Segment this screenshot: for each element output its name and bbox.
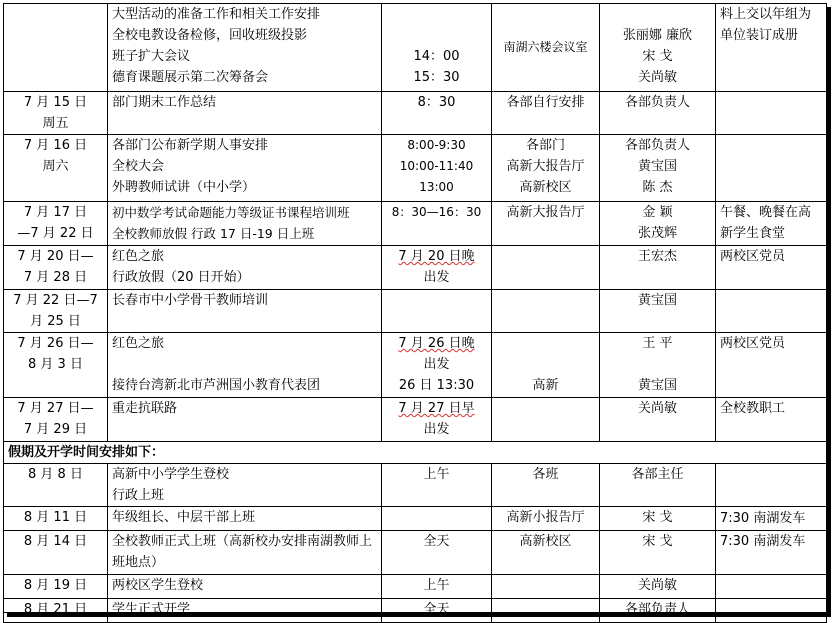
- time-line: 上午: [423, 578, 450, 593]
- place-line: [496, 354, 595, 375]
- item-line: 德育课题展示第二次筹备会: [112, 70, 269, 85]
- person-cell: [600, 333, 716, 398]
- table-row: [4, 135, 827, 202]
- time-cell: [382, 290, 492, 333]
- person-cell: [600, 4, 716, 92]
- time-line: [386, 25, 487, 46]
- time-cell: [382, 575, 492, 599]
- item-line: 接待台湾新北市芦洲国小教育代表团: [112, 378, 321, 393]
- place-cell: [492, 464, 600, 507]
- item-line: 年级组长、中层干部上班: [112, 510, 256, 525]
- time-cell: [382, 246, 492, 290]
- item-cell: [108, 4, 382, 92]
- time-line: 8:00-9:30: [407, 138, 466, 152]
- person-line: 王 平: [642, 336, 673, 351]
- item-line: 各部门公布新学期人事安排: [112, 138, 269, 153]
- item-line: 长春市中小学骨干教师培训: [112, 293, 269, 308]
- person-cell: [600, 398, 716, 442]
- time-line: [386, 4, 487, 25]
- place-line: 高新小报告厅: [506, 510, 585, 525]
- place-cell: [492, 135, 600, 202]
- date-line: 7 月 28 日: [23, 270, 88, 285]
- place-cell: [492, 92, 600, 135]
- date-line: 7 月 20 日—: [17, 249, 94, 264]
- date-line: 7 月 16 日: [23, 138, 88, 153]
- person-line: [604, 354, 711, 375]
- place-cell: [492, 333, 600, 398]
- place-line: 高新: [532, 378, 559, 393]
- person-line: 关尚敏: [637, 70, 677, 85]
- time-line: 8：30—16：30: [391, 205, 482, 219]
- date-cell: [4, 599, 108, 623]
- date-line: 8 月 21 日: [23, 602, 88, 617]
- section-title: 假期及开学时间安排如下：: [4, 442, 827, 464]
- place-cell: [492, 202, 600, 246]
- date-line: 月 25 日: [30, 314, 81, 329]
- person-cell: [600, 531, 716, 575]
- person-line: 黄宝国: [637, 378, 677, 393]
- person-line: 关尚敏: [637, 578, 677, 593]
- note-text: 两校区党员: [720, 249, 786, 264]
- item-line: 行政放假（20 日开始）: [112, 270, 250, 285]
- person-cell: [600, 290, 716, 333]
- person-cell: [600, 575, 716, 599]
- date-line: 8 月 11 日: [23, 510, 88, 525]
- item-line: 全校教师放假 行政 17 日-19 日上班: [112, 226, 315, 241]
- note-cell: [716, 92, 827, 135]
- item-cell: [108, 202, 382, 246]
- time-line: 全天: [423, 534, 450, 549]
- place-line: 各部门: [525, 138, 565, 153]
- item-line: 重走抗联路: [112, 401, 178, 416]
- item-line: 外聘教师试讲（中小学）: [112, 180, 256, 195]
- item-line: 两校区学生登校: [112, 578, 204, 593]
- table-row: [4, 464, 827, 507]
- date-line: 8 月 3 日: [28, 357, 83, 372]
- time-line: 8：30: [417, 95, 456, 110]
- note-cell: [716, 531, 827, 575]
- date-cell: [4, 398, 108, 442]
- place-line: 高新校区: [519, 180, 572, 195]
- time-line: 13:00: [419, 180, 454, 194]
- table-row: [4, 202, 827, 246]
- person-line: 张茂辉: [637, 226, 677, 241]
- item-line: 红色之旅: [112, 336, 165, 351]
- date-cell: [4, 290, 108, 333]
- date-cell: [4, 202, 108, 246]
- place-line: 高新大报告厅: [506, 205, 585, 220]
- note-cell: [716, 290, 827, 333]
- date-cell: [4, 4, 108, 92]
- place-cell: [492, 531, 600, 575]
- item-line: 大型活动的准备工作和相关工作安排: [112, 7, 321, 22]
- place-line: 南湖六楼会议室: [503, 40, 588, 54]
- note-cell: [716, 246, 827, 290]
- place-line: 各班: [532, 467, 559, 482]
- place-cell: [492, 4, 600, 92]
- person-cell: [600, 507, 716, 531]
- time-line: 15：30: [413, 70, 460, 85]
- date-line: 7 月 22 日—7: [13, 293, 98, 308]
- table-row: [4, 507, 827, 531]
- person-line: 黄宝国: [637, 293, 677, 308]
- date-line: 7 月 29 日: [23, 422, 88, 437]
- place-cell: [492, 599, 600, 623]
- note-text: 全校教职工: [720, 401, 786, 416]
- place-line: 各部自行安排: [506, 95, 585, 110]
- item-line: 高新中小学学生登校: [112, 467, 230, 482]
- person-line: 陈 杰: [642, 180, 673, 195]
- person-line: 张丽娜 廉欣: [622, 28, 693, 43]
- person-line: 王宏杰: [637, 249, 677, 264]
- date-line: 7 月 27 日—: [17, 401, 94, 416]
- person-cell: [600, 246, 716, 290]
- table-row: [4, 398, 827, 442]
- date-cell: [4, 464, 108, 507]
- item-line: 红色之旅: [112, 249, 165, 264]
- note-cell: [716, 202, 827, 246]
- date-cell: [4, 135, 108, 202]
- date-line: 7 月 17 日: [23, 205, 88, 220]
- time-cell: [382, 135, 492, 202]
- note-cell: [716, 575, 827, 599]
- table-row: [4, 92, 827, 135]
- person-cell: [600, 464, 716, 507]
- time-cell: [382, 333, 492, 398]
- time-line: 14：00: [413, 49, 460, 64]
- date-line: 7 月 26 日—: [17, 336, 94, 351]
- time-line: 出发: [423, 357, 450, 372]
- place-cell: [492, 246, 600, 290]
- place-cell: [492, 290, 600, 333]
- note-cell: [716, 398, 827, 442]
- place-cell: [492, 507, 600, 531]
- time-cell: [382, 507, 492, 531]
- item-line: [112, 354, 377, 375]
- person-line: 宋 戈: [642, 510, 673, 525]
- table-row: [4, 290, 827, 333]
- person-line: 各部负责人: [624, 602, 690, 617]
- place-cell: [492, 398, 600, 442]
- table-row: [4, 575, 827, 599]
- item-line: 初中数学考试命题能力等级证书课程培训班: [112, 205, 350, 220]
- item-line: 全校电教设备检修，回收班级投影: [112, 28, 308, 43]
- person-line: [604, 4, 711, 25]
- note-cell: [716, 333, 827, 398]
- place-line: [496, 333, 595, 354]
- place-line: 高新校区: [519, 534, 572, 549]
- time-cell: [382, 92, 492, 135]
- item-cell: [108, 398, 382, 442]
- person-cell: [600, 92, 716, 135]
- note-text: 7:30 南湖发车: [720, 534, 806, 549]
- date-line: 7 月 15 日: [23, 95, 88, 110]
- time-cell: [382, 398, 492, 442]
- item-line: 全校教师正式上班（高新校办安排南湖教师上班地点）: [112, 534, 373, 570]
- place-line: 高新大报告厅: [506, 159, 585, 174]
- item-cell: [108, 599, 382, 623]
- date-cell: [4, 575, 108, 599]
- date-line: —7 月 22 日: [17, 226, 94, 241]
- person-line: 黄宝国: [637, 159, 677, 174]
- item-cell: [108, 290, 382, 333]
- item-cell: [108, 464, 382, 507]
- note-text: 午餐、晚餐在高新学生食堂: [720, 205, 812, 241]
- date-cell: [4, 333, 108, 398]
- time-line: 上午: [423, 467, 450, 482]
- time-cell: [382, 599, 492, 623]
- person-line: 金 颖: [642, 205, 673, 220]
- table-row: [4, 599, 827, 623]
- item-line: 班子扩大会议: [112, 49, 191, 64]
- item-cell: [108, 246, 382, 290]
- person-line: 宋 戈: [642, 49, 673, 64]
- time-line: 出发: [423, 270, 450, 285]
- person-line: 宋 戈: [642, 534, 673, 549]
- table-row: [4, 4, 827, 92]
- person-cell: [600, 202, 716, 246]
- note-text: 7:30 南湖发车: [720, 511, 806, 526]
- date-line: 周六: [42, 159, 69, 174]
- person-line: 各部负责人: [624, 95, 690, 110]
- note-cell: [716, 507, 827, 531]
- person-line: 各部主任: [631, 467, 684, 482]
- person-cell: [600, 135, 716, 202]
- time-cell: [382, 4, 492, 92]
- note-cell: [716, 135, 827, 202]
- item-cell: [108, 507, 382, 531]
- person-cell: [600, 599, 716, 623]
- date-line: 8 月 8 日: [28, 467, 83, 482]
- item-cell: [108, 531, 382, 575]
- note-text: 两校区党员: [720, 336, 786, 351]
- time-line: 10:00-11:40: [399, 159, 474, 173]
- note-cell: [716, 464, 827, 507]
- item-line: 部门期末工作总结: [112, 95, 217, 110]
- date-cell: [4, 507, 108, 531]
- time-line: 7 月 20 日晚: [398, 249, 475, 264]
- date-line: 8 月 19 日: [23, 578, 88, 593]
- person-line: 各部负责人: [624, 138, 690, 153]
- time-cell: [382, 202, 492, 246]
- date-line: 8 月 14 日: [23, 534, 88, 549]
- item-line: 学生正式开学: [112, 602, 191, 617]
- time-cell: [382, 531, 492, 575]
- note-cell: [716, 4, 827, 92]
- time-line: 7 月 27 日早: [398, 401, 475, 416]
- item-line: 行政上班: [112, 488, 165, 503]
- date-cell: [4, 246, 108, 290]
- place-cell: [492, 575, 600, 599]
- time-cell: [382, 464, 492, 507]
- time-line: 全天: [423, 602, 450, 617]
- item-cell: [108, 92, 382, 135]
- time-line: 出发: [423, 422, 450, 437]
- item-cell: [108, 575, 382, 599]
- item-cell: [108, 333, 382, 398]
- date-cell: [4, 92, 108, 135]
- time-line: 26 日 13:30: [398, 378, 475, 393]
- item-cell: [108, 135, 382, 202]
- schedule-table: [3, 3, 827, 623]
- note-cell: [716, 599, 827, 623]
- person-line: 关尚敏: [637, 401, 677, 416]
- table-row: [4, 531, 827, 575]
- date-line: 周五: [42, 116, 69, 131]
- time-line: 7 月 26 日晚: [398, 336, 475, 351]
- section-row: [4, 442, 827, 464]
- date-cell: [4, 531, 108, 575]
- table-row: [4, 246, 827, 290]
- table-row: [4, 333, 827, 398]
- note-text: 料上交以年组为单位装订成册: [720, 7, 812, 43]
- item-line: 全校大会: [112, 159, 165, 174]
